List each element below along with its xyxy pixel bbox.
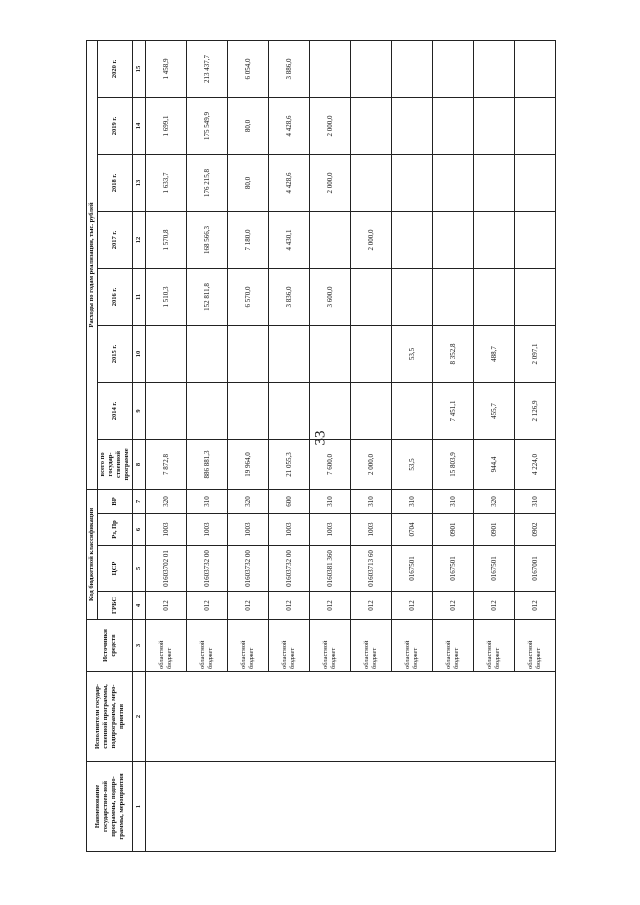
executor-cell [146, 672, 556, 762]
vr-cell: 600 [269, 489, 310, 513]
vr-cell: 320 [228, 489, 269, 513]
year-2015-cell [187, 325, 228, 382]
year-2015-cell [269, 325, 310, 382]
year-2015-cell: 488,7 [474, 325, 515, 382]
rzpr-cell: 1003 [146, 514, 187, 546]
year-2014-cell: 7 451,1 [433, 382, 474, 439]
year-2015-cell: 53,5 [392, 325, 433, 382]
rzpr-cell: 0901 [474, 514, 515, 546]
year-2016-cell: 152 811,8 [187, 268, 228, 325]
year-2016-cell: 1 510,3 [146, 268, 187, 325]
grbs-cell: 012 [310, 592, 351, 620]
total-cell: 19 964,0 [228, 439, 269, 489]
column-number: 1 [133, 762, 146, 852]
vr-cell: 310 [310, 489, 351, 513]
total-cell: 7 600,0 [310, 439, 351, 489]
header-row-1 [87, 40, 98, 851]
year-2015-cell [146, 325, 187, 382]
header-year-2014: 2014 г. [98, 382, 133, 439]
source-cell: областной бюджет [433, 620, 474, 672]
column-number: 11 [133, 268, 146, 325]
year-2016-cell: 6 570,0 [228, 268, 269, 325]
source-cell: областной бюджет [228, 620, 269, 672]
csr-cell: 0160381 360 [310, 546, 351, 592]
grbs-cell: 012 [228, 592, 269, 620]
budget-table [86, 40, 556, 852]
year-2018-cell [392, 154, 433, 211]
header-year-2018: 2018 г. [98, 154, 133, 211]
page-number-text: 33 [312, 430, 328, 446]
total-cell: 944,4 [474, 439, 515, 489]
year-2015-cell: 8 352,8 [433, 325, 474, 382]
source-cell: областной бюджет [392, 620, 433, 672]
year-2016-cell: 3 600,0 [310, 268, 351, 325]
year-2014-cell [146, 382, 187, 439]
total-cell: 7 872,8 [146, 439, 187, 489]
year-2017-cell [310, 211, 351, 268]
column-number: 6 [133, 514, 146, 546]
year-2018-cell: 4 428,6 [269, 154, 310, 211]
grbs-cell: 012 [146, 592, 187, 620]
year-2020-cell [433, 40, 474, 97]
year-2019-cell [351, 97, 392, 154]
column-number: 5 [133, 546, 146, 592]
year-2014-cell: 2 126,9 [515, 382, 556, 439]
name-cell [146, 762, 556, 852]
csr-cell: 0167001 [515, 546, 556, 592]
rzpr-cell: 1003 [310, 514, 351, 546]
year-2017-cell [433, 211, 474, 268]
header-csr: ЦСР [98, 546, 133, 592]
year-2018-cell [515, 154, 556, 211]
year-2016-cell [351, 268, 392, 325]
grbs-cell: 012 [187, 592, 228, 620]
column-number: 12 [133, 211, 146, 268]
column-number: 7 [133, 489, 146, 513]
column-number: 14 [133, 97, 146, 154]
header-source: Источники средств [87, 620, 133, 672]
header-year-2020: 2020 г. [98, 40, 133, 97]
vr-cell: 320 [146, 489, 187, 513]
vr-cell: 310 [351, 489, 392, 513]
year-2020-cell [310, 40, 351, 97]
total-cell: 886 881,3 [187, 439, 228, 489]
header-vr: ВР [98, 489, 133, 513]
year-2017-cell [474, 211, 515, 268]
column-number: 10 [133, 325, 146, 382]
year-2014-cell [392, 382, 433, 439]
year-2015-cell [310, 325, 351, 382]
column-number: 15 [133, 40, 146, 97]
year-2018-cell: 2 000,0 [310, 154, 351, 211]
year-2015-cell [228, 325, 269, 382]
year-2019-cell: 4 428,6 [269, 97, 310, 154]
year-2018-cell: 1 633,7 [146, 154, 187, 211]
year-2020-cell: 1 458,9 [146, 40, 187, 97]
column-number: 8 [133, 439, 146, 489]
header-executor: Исполнители государ-ственной программы, подпрограммы, меро-приятия [87, 672, 133, 762]
header-codes-group: Код бюджетной классификации [87, 489, 98, 619]
header-year-2019: 2019 г. [98, 97, 133, 154]
grbs-cell: 012 [515, 592, 556, 620]
column-number-row [133, 40, 146, 851]
year-2019-cell: 2 000,0 [310, 97, 351, 154]
year-2014-cell: 455,7 [474, 382, 515, 439]
source-cell: областной бюджет [474, 620, 515, 672]
source-cell: областной бюджет [515, 620, 556, 672]
year-2017-cell: 168 566,3 [187, 211, 228, 268]
year-2014-cell [310, 382, 351, 439]
rzpr-cell: 0901 [433, 514, 474, 546]
year-2016-cell: 3 836,0 [269, 268, 310, 325]
column-number: 4 [133, 592, 146, 620]
source-cell: областной бюджет [310, 620, 351, 672]
csr-cell: 01603732 00 [187, 546, 228, 592]
total-cell: 53,5 [392, 439, 433, 489]
rzpr-cell: 0902 [515, 514, 556, 546]
vr-cell: 310 [433, 489, 474, 513]
total-cell: 15 803,9 [433, 439, 474, 489]
year-2016-cell [392, 268, 433, 325]
year-2018-cell [474, 154, 515, 211]
csr-cell: 0167501 [474, 546, 515, 592]
header-name: Наименование государствен-ной программы, подпро-граммы, мероприятия [87, 762, 133, 852]
source-cell: областной бюджет [351, 620, 392, 672]
source-cell: областной бюджет [269, 620, 310, 672]
header-grbs: ГРБС [98, 592, 133, 620]
year-2017-cell [515, 211, 556, 268]
csr-cell: 0167501 [392, 546, 433, 592]
header-rzpr: Рз, Пр [98, 514, 133, 546]
year-2017-cell: 1 570,8 [146, 211, 187, 268]
table-row [146, 40, 187, 851]
vr-cell: 310 [515, 489, 556, 513]
year-2016-cell [433, 268, 474, 325]
header-total: всего по государ-ственной программе [98, 439, 133, 489]
rzpr-cell: 0704 [392, 514, 433, 546]
year-2017-cell: 7 180,0 [228, 211, 269, 268]
year-2020-cell: 213 437,7 [187, 40, 228, 97]
column-number: 3 [133, 620, 146, 672]
rzpr-cell: 1003 [228, 514, 269, 546]
rzpr-cell: 1003 [351, 514, 392, 546]
year-2020-cell [474, 40, 515, 97]
year-2015-cell [351, 325, 392, 382]
year-2019-cell [392, 97, 433, 154]
year-2014-cell [187, 382, 228, 439]
year-2020-cell: 6 054,0 [228, 40, 269, 97]
year-2017-cell [392, 211, 433, 268]
year-2018-cell [433, 154, 474, 211]
column-number: 2 [133, 672, 146, 762]
year-2020-cell: 3 886,0 [269, 40, 310, 97]
rzpr-cell: 1003 [269, 514, 310, 546]
vr-cell: 310 [187, 489, 228, 513]
column-number: 9 [133, 382, 146, 439]
header-year-2017: 2017 г. [98, 211, 133, 268]
year-2014-cell [228, 382, 269, 439]
year-2020-cell [351, 40, 392, 97]
year-2016-cell [515, 268, 556, 325]
header-expenses-group: Расходы по годам реализации, тыс. рублей [87, 40, 98, 489]
vr-cell: 320 [474, 489, 515, 513]
grbs-cell: 012 [392, 592, 433, 620]
year-2019-cell: 80,0 [228, 97, 269, 154]
header-year-2015: 2015 г. [98, 325, 133, 382]
csr-cell: 01603732 00 [269, 546, 310, 592]
grbs-cell: 012 [351, 592, 392, 620]
column-number: 13 [133, 154, 146, 211]
vr-cell: 310 [392, 489, 433, 513]
csr-cell: 01603713 60 [351, 546, 392, 592]
year-2019-cell [474, 97, 515, 154]
table-body [146, 40, 556, 851]
total-cell: 4 224,0 [515, 439, 556, 489]
rzpr-cell: 1003 [187, 514, 228, 546]
year-2017-cell: 2 000,0 [351, 211, 392, 268]
year-2014-cell [269, 382, 310, 439]
csr-cell: 0167501 [433, 546, 474, 592]
year-2018-cell [351, 154, 392, 211]
year-2019-cell [433, 97, 474, 154]
grbs-cell: 012 [269, 592, 310, 620]
year-2015-cell: 2 097,1 [515, 325, 556, 382]
year-2014-cell [351, 382, 392, 439]
total-cell: 21 055,3 [269, 439, 310, 489]
total-cell: 2 000,0 [351, 439, 392, 489]
year-2019-cell: 1 699,1 [146, 97, 187, 154]
year-2020-cell [392, 40, 433, 97]
csr-cell: 01603702 01 [146, 546, 187, 592]
grbs-cell: 012 [433, 592, 474, 620]
year-2016-cell [474, 268, 515, 325]
source-cell: областной бюджет [146, 620, 187, 672]
grbs-cell: 012 [474, 592, 515, 620]
year-2019-cell [515, 97, 556, 154]
csr-cell: 01603732 00 [228, 546, 269, 592]
year-2017-cell: 4 430,1 [269, 211, 310, 268]
year-2020-cell [515, 40, 556, 97]
year-2019-cell: 175 549,9 [187, 97, 228, 154]
source-cell: областной бюджет [187, 620, 228, 672]
year-2018-cell: 176 215,8 [187, 154, 228, 211]
year-2018-cell: 80,0 [228, 154, 269, 211]
header-year-2016: 2016 г. [98, 268, 133, 325]
budget-table-sheet [86, 40, 542, 852]
